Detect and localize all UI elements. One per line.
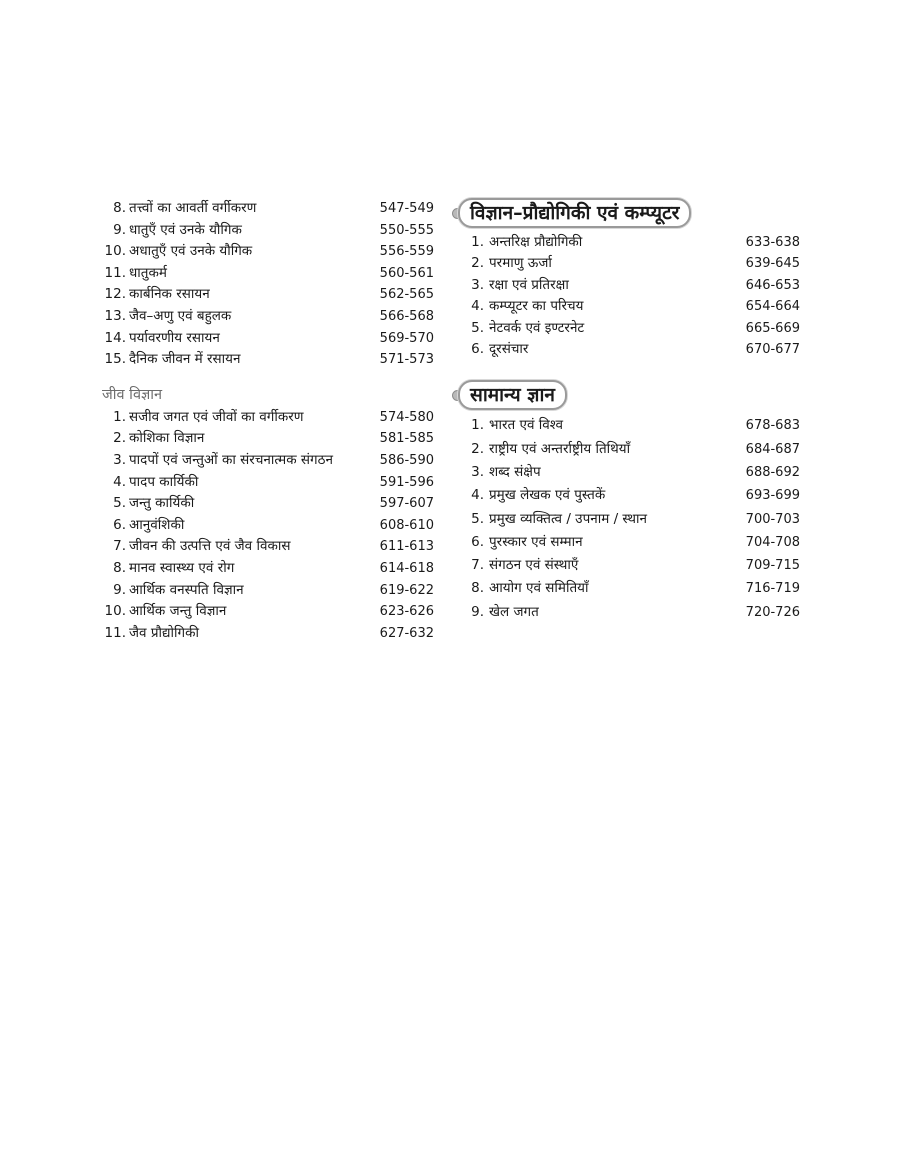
toc-entry <box>102 450 434 472</box>
toc-entry <box>452 275 800 296</box>
section-heading-tech: विज्ञान–प्रौद्योगिकी एवं कम्प्यूटर <box>458 198 691 228</box>
entry-title: पुरस्कार एवं सम्मान <box>489 533 583 550</box>
entry-title: जन्तु कार्यिकी <box>129 495 195 512</box>
toc-entry <box>102 284 434 306</box>
toc-entry <box>102 198 434 220</box>
entry-number: 11. <box>104 624 126 641</box>
entry-page-range: 547-549 <box>379 201 434 216</box>
entry-number: 2. <box>471 255 484 272</box>
entry-number: 11. <box>104 264 126 281</box>
section-heading-gk-wrap <box>452 380 800 410</box>
toc-entry <box>452 554 800 577</box>
entry-page-range: 571-573 <box>379 352 434 368</box>
chemistry-list <box>102 198 434 371</box>
entry-page-range: 608-610 <box>379 517 434 533</box>
section-heading-tech-wrap <box>452 198 800 228</box>
entry-page-range: 581-585 <box>379 431 434 447</box>
section-heading-biology: जीव विज्ञान <box>102 386 163 403</box>
entry-title: परमाणु ऊर्जा <box>489 255 552 272</box>
toc-entry <box>452 318 800 339</box>
entry-page-range: 574-580 <box>379 409 434 425</box>
entry-number: 3. <box>471 276 484 293</box>
toc-entry <box>102 601 434 623</box>
entry-number: 15. <box>104 351 126 368</box>
entry-title: जीवन की उत्पत्ति एवं जैव विकास <box>129 538 291 555</box>
entry-title: भारत एवं विश्व <box>489 417 564 434</box>
entry-number: 8. <box>113 200 126 216</box>
toc-entry <box>452 414 800 437</box>
entry-number: 5. <box>113 495 126 512</box>
entry-title: पादपों एवं जन्तुओं का संरचनात्मक संगठन <box>129 451 333 468</box>
entry-page-range: 693-699 <box>745 488 800 504</box>
entry-title: जैव प्रौद्योगिकी <box>129 624 199 641</box>
toc-entry <box>452 508 800 531</box>
entry-title: तत्त्वों का आवर्ती वर्गीकरण <box>129 200 257 216</box>
toc-entry <box>102 558 434 580</box>
toc-entry <box>452 232 800 253</box>
entry-page-range: 670-677 <box>745 341 800 357</box>
toc-entry <box>102 536 434 558</box>
entry-page-range: 597-607 <box>379 496 434 512</box>
toc-entry <box>452 339 800 360</box>
toc-entry <box>102 580 434 602</box>
toc-entry <box>452 484 800 507</box>
entry-page-range: 720-726 <box>745 604 800 620</box>
right-column <box>452 198 800 624</box>
entry-page-range: 569-570 <box>379 330 434 346</box>
entry-number: 10. <box>104 243 126 260</box>
entry-page-range: 619-622 <box>379 582 434 598</box>
entry-title: दैनिक जीवन में रसायन <box>129 351 241 368</box>
entry-page-range: 633-638 <box>745 235 800 250</box>
entry-title: आनुवंशिकी <box>129 516 185 533</box>
entry-title: पादप कार्यिकी <box>129 473 199 490</box>
entry-page-range: 646-653 <box>745 277 800 293</box>
entry-number: 9. <box>471 603 484 620</box>
entry-number: 4. <box>471 298 484 315</box>
entry-number: 1. <box>471 417 484 434</box>
entry-number: 13. <box>104 307 126 324</box>
entry-page-range: 700-703 <box>745 511 800 527</box>
toc-entry <box>102 515 434 537</box>
section-gap <box>452 360 800 380</box>
section-heading-gk: सामान्य ज्ञान <box>458 380 567 410</box>
entry-page-range: 586-590 <box>379 452 434 468</box>
toc-entry <box>102 493 434 515</box>
entry-title: कोशिका विज्ञान <box>129 430 205 447</box>
entry-number: 9. <box>113 581 126 598</box>
entry-title: सजीव जगत एवं जीवों का वर्गीकरण <box>129 408 304 425</box>
entry-number: 4. <box>113 473 126 490</box>
entry-number: 14. <box>104 329 126 346</box>
left-column <box>102 198 434 644</box>
entry-number: 5. <box>471 510 484 527</box>
entry-page-range: 562-565 <box>379 287 434 303</box>
entry-page-range: 623-626 <box>379 604 434 620</box>
entry-number: 5. <box>471 319 484 336</box>
gk-list <box>452 414 800 624</box>
entry-number: 9. <box>113 221 126 238</box>
entry-page-range: 614-618 <box>379 560 434 576</box>
entry-page-range: 684-687 <box>745 441 800 457</box>
entry-title: कम्प्यूटर का परिचय <box>489 298 584 315</box>
toc-entry <box>452 601 800 624</box>
toc-entry <box>102 328 434 350</box>
entry-title: खेल जगत <box>489 603 539 620</box>
toc-entry <box>102 428 434 450</box>
entry-page-range: 611-613 <box>379 539 434 555</box>
entry-title: नेटवर्क एवं इण्टरनेट <box>489 319 585 336</box>
toc-entry <box>452 461 800 484</box>
entry-page-range: 591-596 <box>379 474 434 490</box>
toc-entry <box>102 220 434 242</box>
entry-number: 8. <box>471 580 484 597</box>
entry-number: 3. <box>471 463 484 480</box>
entry-title: मानव स्वास्थ्य एवं रोग <box>129 559 235 576</box>
toc-entry <box>102 349 434 371</box>
toc-entry <box>102 407 434 429</box>
entry-page-range: 560-561 <box>379 265 434 281</box>
entry-title: आयोग एवं समितियाँ <box>489 580 589 597</box>
toc-entry <box>452 253 800 274</box>
entry-page-range: 566-568 <box>379 308 434 324</box>
entry-number: 2. <box>471 440 484 457</box>
entry-page-range: 678-683 <box>745 418 800 434</box>
entry-number: 7. <box>113 538 126 555</box>
toc-entry <box>102 241 434 263</box>
toc-entry <box>102 472 434 494</box>
entry-title: पर्यावरणीय रसायन <box>129 329 220 346</box>
entry-title: अन्तरिक्ष प्रौद्योगिकी <box>489 234 583 250</box>
entry-page-range: 639-645 <box>745 256 800 272</box>
entry-title: रक्षा एवं प्रतिरक्षा <box>489 276 569 293</box>
toc-entry <box>452 438 800 461</box>
entry-title: जैव–अणु एवं बहुलक <box>129 307 232 324</box>
entry-number: 10. <box>104 603 126 620</box>
entry-title: आर्थिक जन्तु विज्ञान <box>129 603 227 620</box>
biology-list <box>102 407 434 645</box>
entry-number: 3. <box>113 451 126 468</box>
entry-title: संगठन एवं संस्थाएँ <box>489 557 579 574</box>
entry-page-range: 704-708 <box>745 534 800 550</box>
entry-title: दूरसंचार <box>489 340 529 357</box>
entry-number: 7. <box>471 557 484 574</box>
entry-page-range: 550-555 <box>379 222 434 238</box>
entry-page-range: 654-664 <box>745 299 800 315</box>
toc-entry <box>452 577 800 600</box>
toc-entry <box>102 263 434 285</box>
entry-title: आर्थिक वनस्पति विज्ञान <box>129 581 244 598</box>
toc-entry <box>102 623 434 645</box>
entry-page-range: 716-719 <box>745 581 800 597</box>
entry-title: धातुएँ एवं उनके यौगिक <box>129 221 242 238</box>
entry-number: 6. <box>113 516 126 533</box>
entry-number: 12. <box>104 286 126 303</box>
entry-number: 1. <box>471 234 484 250</box>
entry-number: 4. <box>471 487 484 504</box>
entry-page-range: 665-669 <box>745 320 800 336</box>
entry-number: 6. <box>471 340 484 357</box>
entry-number: 1. <box>113 408 126 425</box>
toc-entry <box>452 296 800 317</box>
entry-number: 6. <box>471 533 484 550</box>
entry-title: प्रमुख व्यक्तित्व / उपनाम / स्थान <box>489 510 648 527</box>
entry-number: 2. <box>113 430 126 447</box>
entry-title: शब्द संक्षेप <box>489 463 541 480</box>
toc-entry <box>102 306 434 328</box>
entry-title: धातुकर्म <box>129 264 167 281</box>
entry-title: कार्बनिक रसायन <box>129 286 210 303</box>
toc-entry <box>452 531 800 554</box>
entry-title: राष्ट्रीय एवं अन्तर्राष्ट्रीय तिथियाँ <box>489 440 631 457</box>
entry-title: अधातुएँ एवं उनके यौगिक <box>129 243 253 260</box>
entry-page-range: 709-715 <box>745 558 800 574</box>
entry-page-range: 627-632 <box>379 625 434 641</box>
entry-page-range: 688-692 <box>745 464 800 480</box>
entry-title: प्रमुख लेखक एवं पुस्तकें <box>489 487 606 504</box>
entry-number: 8. <box>113 559 126 576</box>
tech-list <box>452 232 800 360</box>
entry-page-range: 556-559 <box>379 244 434 260</box>
